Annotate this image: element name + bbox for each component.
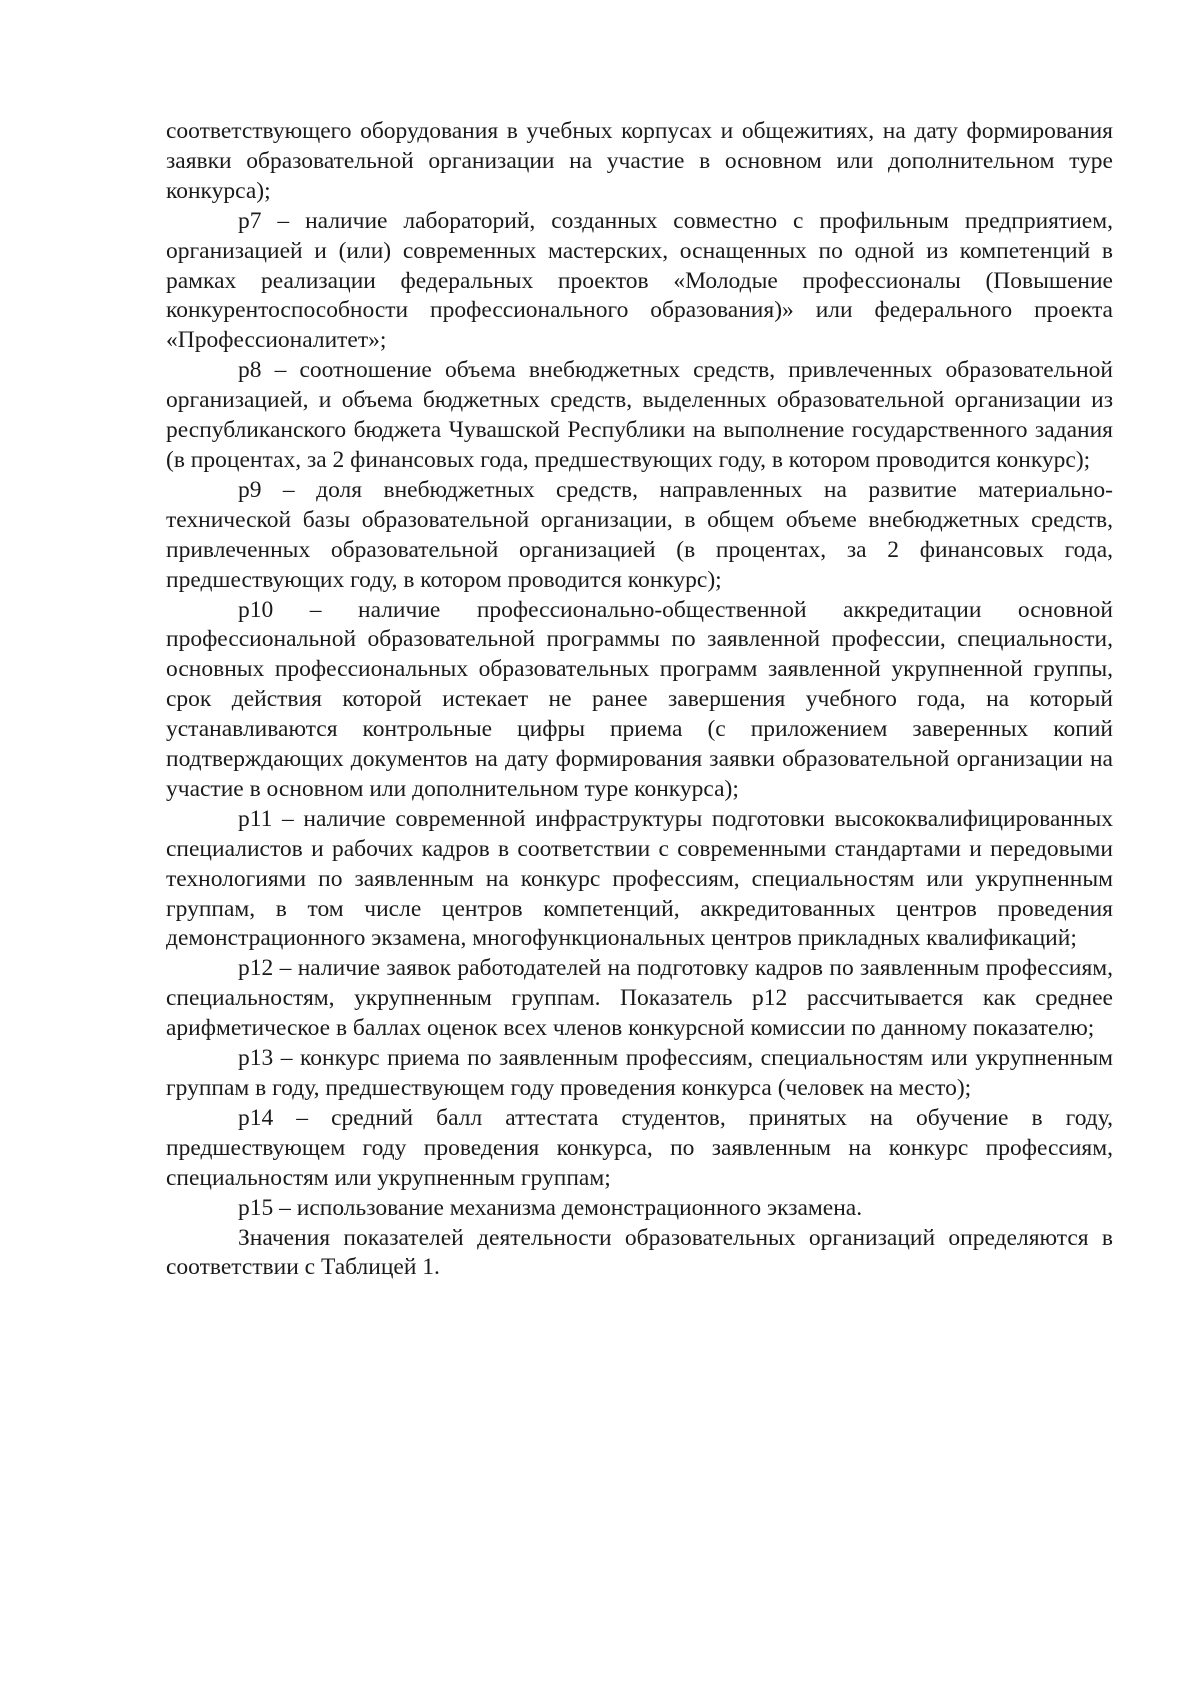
document-page	[166, 117, 1113, 1283]
paragraph-p10: p10 – наличие профессионально-общественной аккредитации основной профессиональной образовательной программы по заявленной профессии, специальности, основных профессиональных образовательных программ заявленной укрупненной группы, срок действия которой истекает не ранее завершения учебного года, на который устанавливаются контрольные цифры приема (с приложением заверенных копий подтверждающих документов на дату формирования заявки образовательной организации на участие в основном или дополнительном туре конкурса);	[166, 596, 1113, 802]
paragraph-p8: p8 – соотношение объема внебюджетных средств, привлеченных образовательной организацией, и объема бюджетных средств, выделенных образовательной организации из республиканского бюджета Чувашской Республики на выполнение государственного задания (в процентах, за 2 финансовых года, предшествующих году, в котором проводится конкурс);	[166, 357, 1113, 473]
paragraph-p9: p9 – доля внебюджетных средств, направленных на развитие материально-технической базы образовательной организации, в общем объеме внебюджетных средств, привлеченных образовательной организацией (в процентах, за 2 финансовых года, предшествующих году, в котором проводится конкурс);	[166, 476, 1113, 593]
paragraph-p12: p12 – наличие заявок работодателей на подготовку кадров по заявленным профессиям, специальностям, укрупненным группам. Показатель p12 рассчитывается как среднее арифметическое в баллах оценок всех членов конкурсной комиссии по данному показателю;	[166, 955, 1113, 1042]
paragraph-p7: p7 – наличие лабораторий, созданных совместно с профильным предприятием, организацией и (или) современных мастерских, оснащенных по одной из компетенций в рамках реализации федеральных проектов «Молодые профессионалы (Повышение конкурентоспособности профессионального образования)» или федерального проекта «Профессионалитет»;	[166, 207, 1113, 354]
paragraph-p15: p15 – использование механизма демонстрационного экзамена.	[238, 1194, 863, 1221]
paragraph-values-note: Значения показателей деятельности образовательных организаций определяются в соответствии с Таблицей 1.	[166, 1224, 1113, 1281]
paragraph-equipment-continuation: соответствующего оборудования в учебных корпусах и общежитиях, на дату формирования заявки образовательной организации на участие в основном или дополнительном туре конкурса);	[166, 118, 1113, 204]
paragraph-p11: p11 – наличие современной инфраструктуры подготовки высококвалифицированных специалистов и рабочих кадров в соответствии с современными стандартами и передовыми технологиями по заявленным на конкурс профессиям, специальностям или укрупненным группам, в том числе центров компетенций, аккредитованных центров проведения демонстрационного экзамена, многофункциональных центров прикладных квалификаций;	[166, 805, 1113, 952]
paragraph-p13: p13 – конкурс приема по заявленным профессиям, специальностям или укрупненным группам в году, предшествующем году проведения конкурса (человек на место);	[166, 1045, 1113, 1101]
paragraph-p14: p14 – средний балл аттестата студентов, принятых на обучение в году, предшествующем году проведения конкурса, по заявленным на конкурс профессиям, специальностям или укрупненным группам;	[166, 1104, 1113, 1191]
